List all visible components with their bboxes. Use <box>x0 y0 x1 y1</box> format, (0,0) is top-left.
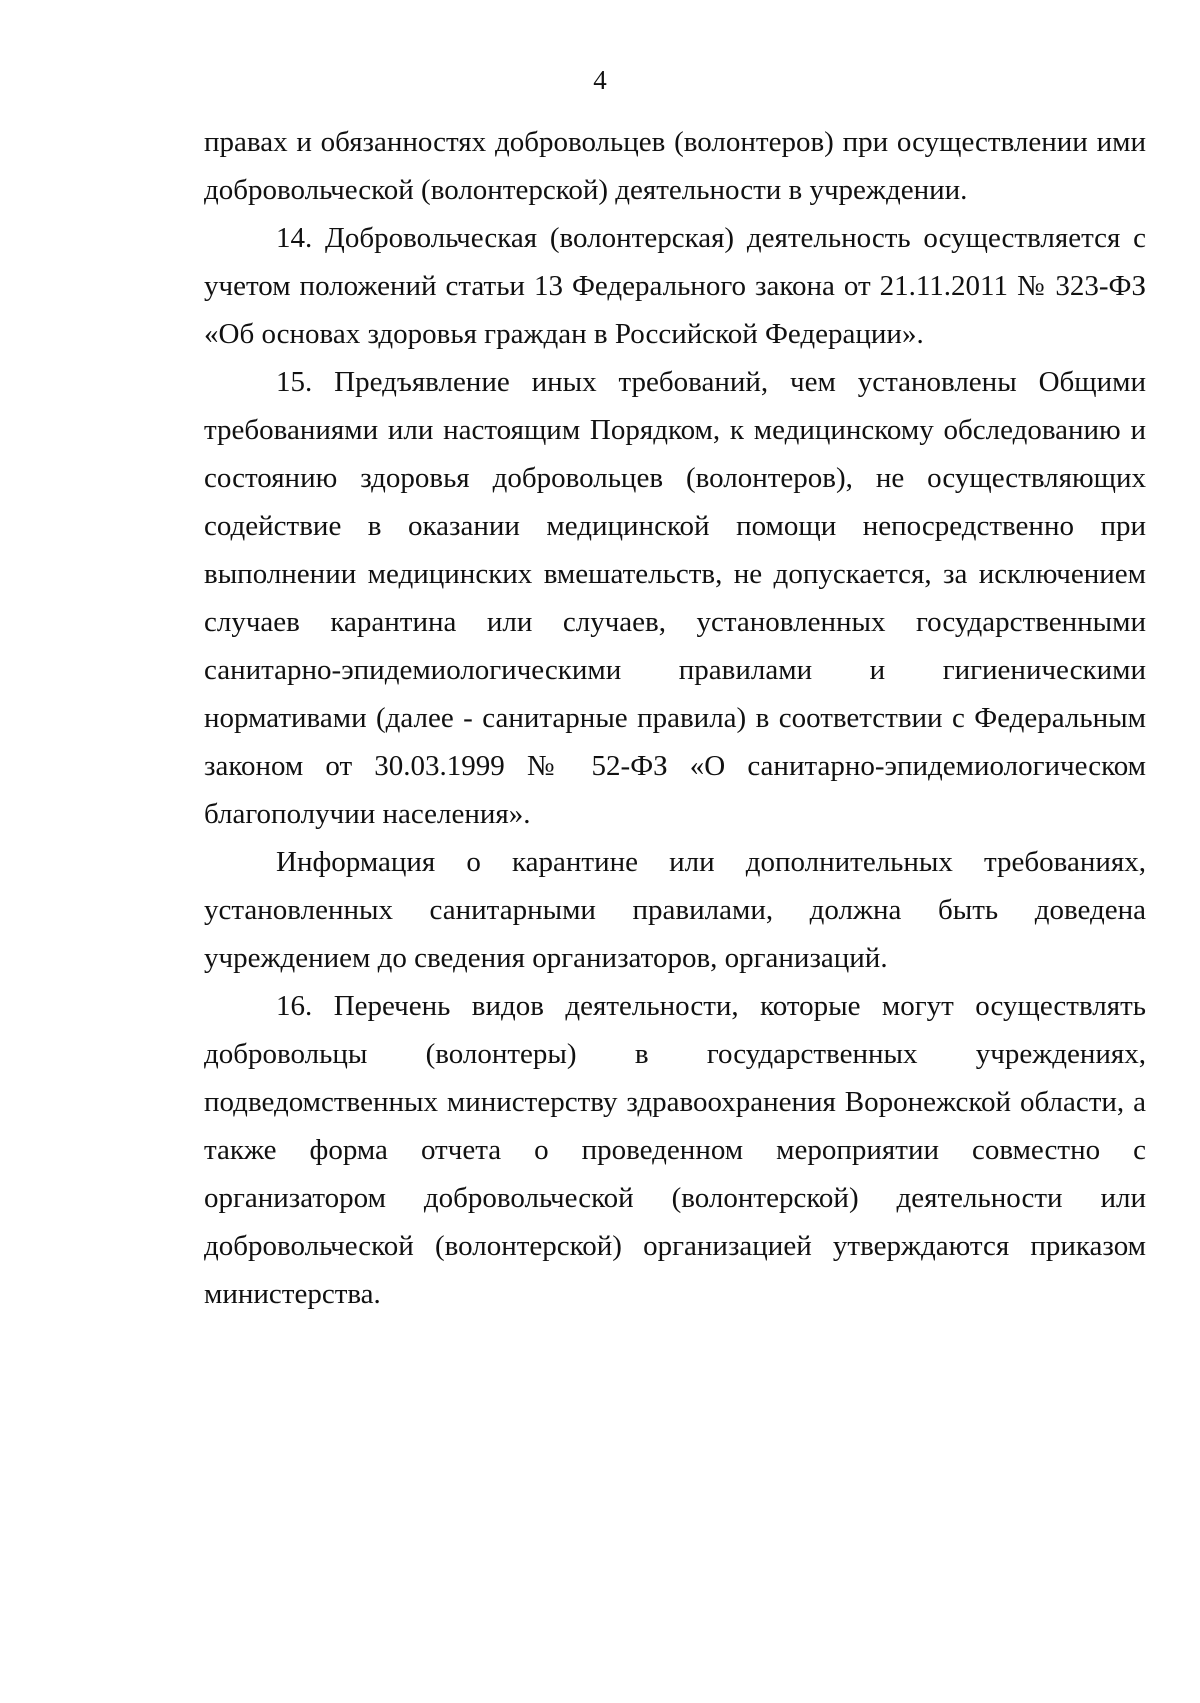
paragraph-continuation: правах и обязанностях добровольцев (волонтеров) при осуществлении ими добровольческой (волонтерской) деятельности в учреждении. <box>204 126 1146 206</box>
document-body <box>204 118 1146 1318</box>
paragraph-item-14: 14. Добровольческая (волонтерская) деятельность осуществляется с учетом положений статьи 13 Федерального закона от 21.11.2011 № 323-ФЗ «Об основах здоровья граждан в Российской Федерации». <box>204 222 1146 350</box>
page-number: 4 <box>593 65 607 95</box>
paragraph-item-16: 16. Перечень видов деятельности, которые могут осуществлять добровольцы (волонтеры) в государственных учреждениях, подведомственных министерству здравоохранения Воронежской области, а также форма отчета о проведенном мероприятии совместно с организатором добровольческой (волонтерской) деятельности или добровольческой (волонтерской) организацией утверждаются приказом министерства. <box>204 990 1146 1310</box>
paragraph-item-15: 15. Предъявление иных требований, чем установлены Общими требованиями или настоящим Порядком, к медицинскому обследованию и состоянию здоровья добровольцев (волонтеров), не осуществляющих содействие в оказании медицинской помощи непосредственно при выполнении медицинских вмешательств, не допускается, за исключением случаев карантина или случаев, установленных государственными санитарно-эпидемиологическими правилами и гигиеническими нормативами (далее - санитарные правила) в соответствии с Федеральным законом от 30.03.1999 № 52-ФЗ «О санитарно-эпидемиологическом благополучии населения». <box>204 366 1146 830</box>
paragraph-item-15-info: Информация о карантине или дополнительных требованиях, установленных санитарными правилами, должна быть доведена учреждением до сведения организаторов, организаций. <box>204 846 1146 974</box>
